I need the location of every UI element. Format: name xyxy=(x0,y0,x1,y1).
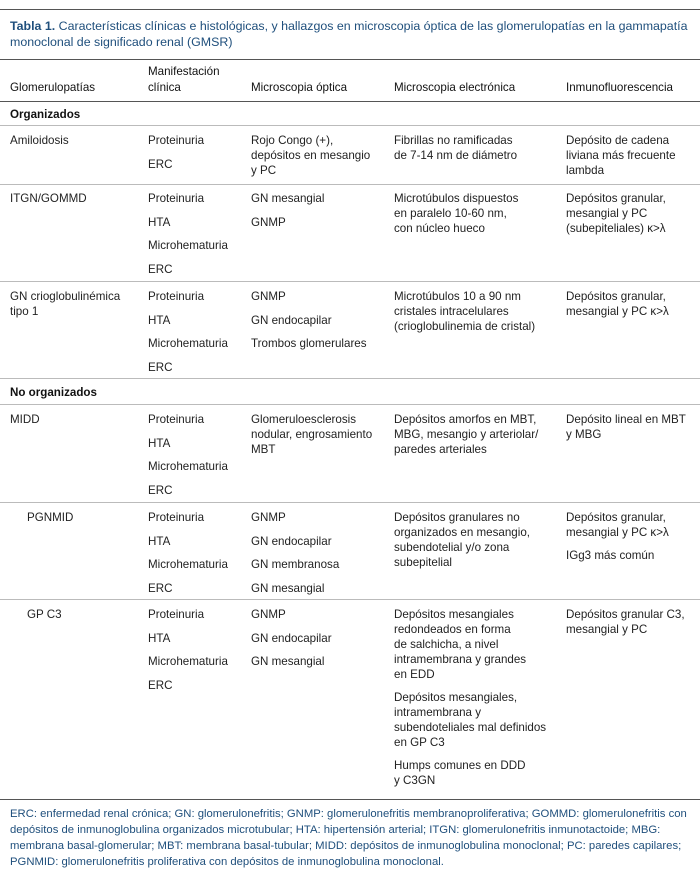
optical-item: GN endocapilar xyxy=(251,534,332,548)
immuno-line: Depósitos granular, xyxy=(566,290,666,303)
immuno-line: Depósito lineal en MBT xyxy=(566,413,686,426)
clinical-item: Microhematuria xyxy=(148,239,228,252)
row-name: Amiloidosis xyxy=(10,134,69,147)
optical-line: y PC xyxy=(251,164,277,177)
electron-line: Depósitos granulares no xyxy=(394,511,520,524)
section-organizados: Organizados xyxy=(10,108,81,121)
clinical-item: ERC xyxy=(148,262,173,276)
clinical-item: ERC xyxy=(148,581,173,595)
electron-line: Depósitos mesangiales xyxy=(394,608,514,621)
row-optical xyxy=(251,133,370,178)
header-inmuno: Inmunofluorescencia xyxy=(566,81,673,94)
immuno-line: Depósitos granular C3, xyxy=(566,608,685,621)
electron-line: subendoteliales mal definidos xyxy=(394,721,547,734)
header-electronica: Microscopia electrónica xyxy=(394,81,516,94)
clinical-item: Proteinuria xyxy=(148,511,205,524)
clinical-item: HTA xyxy=(148,436,171,450)
immuno-line: Depósitos granular, xyxy=(566,192,666,205)
row-clinical xyxy=(148,133,204,180)
section-no-organizados: No organizados xyxy=(10,386,97,399)
row-clinical xyxy=(148,289,228,383)
row-clinical xyxy=(148,191,228,285)
header-glomerulopatias: Glomerulopatías xyxy=(10,81,96,94)
clinical-item: Microhematuria xyxy=(148,337,228,350)
bottom-rule xyxy=(0,799,700,800)
optical-line: Rojo Congo (+), xyxy=(251,134,334,147)
immuno-line: mesangial y PC κ>λ xyxy=(566,526,669,539)
clinical-item: ERC xyxy=(148,483,173,497)
clinical-item: HTA xyxy=(148,313,171,327)
clinical-item: Microhematuria xyxy=(148,655,228,668)
divider xyxy=(0,125,700,126)
electron-line: en paralelo 10-60 nm, xyxy=(394,207,507,220)
immuno-line: IGg3 más común xyxy=(566,549,655,562)
clinical-item: HTA xyxy=(148,534,171,548)
electron-line: intramembrana y xyxy=(394,706,481,719)
immuno-line: mesangial y PC xyxy=(566,623,648,636)
immuno-line: (subepiteliales) κ>λ xyxy=(566,222,666,235)
optical-item: GNMP xyxy=(251,290,286,303)
clinical-item: Proteinuria xyxy=(148,608,205,621)
optical-item: Trombos glomerulares xyxy=(251,337,367,350)
row-clinical xyxy=(148,510,228,604)
electron-line: MBG, mesangio y arteriolar/ xyxy=(394,428,539,441)
name-line: GN crioglobulinémica xyxy=(10,290,121,303)
electron-line: de salchicha, a nivel xyxy=(394,638,499,651)
table-title xyxy=(10,18,690,50)
immuno-line: liviana más frecuente xyxy=(566,149,676,162)
row-electron xyxy=(394,191,518,236)
optical-item: GNMP xyxy=(251,511,286,524)
immuno-line: y MBG xyxy=(566,428,602,441)
electron-line: cristales intracelulares xyxy=(394,305,509,318)
header-manifestacion-1: Manifestación xyxy=(148,65,220,78)
clinical-item: ERC xyxy=(148,157,173,171)
row-optical xyxy=(251,510,339,604)
clinical-item: HTA xyxy=(148,215,171,229)
optical-line: nodular, engrosamiento xyxy=(251,428,373,441)
divider xyxy=(0,404,700,405)
optical-item: GN mesangial xyxy=(251,192,325,205)
row-immuno xyxy=(566,289,669,319)
row-name: GP C3 xyxy=(27,608,62,621)
electron-line: redondeados en forma xyxy=(394,623,511,636)
immuno-line: Depósitos granular, xyxy=(566,511,666,524)
optical-line: MBT xyxy=(251,443,276,456)
row-immuno xyxy=(566,133,676,178)
divider xyxy=(0,378,700,379)
electron-line: paredes arteriales xyxy=(394,443,487,456)
electron-line: Fibrillas no ramificadas xyxy=(394,134,513,147)
divider xyxy=(0,599,700,600)
immuno-line: mesangial y PC κ>λ xyxy=(566,305,669,318)
row-electron xyxy=(394,133,517,163)
electron-line: Depósitos amorfos en MBT, xyxy=(394,413,537,426)
electron-line: en GP C3 xyxy=(394,736,445,749)
table-caption: Características clínicas e histológicas, y hallazgos en microscopia óptica de las glomerulopatías en la gammapatía monoclonal de significado renal (GMSR) xyxy=(10,19,688,49)
divider xyxy=(0,184,700,185)
clinical-item: Proteinuria xyxy=(148,192,205,205)
electron-line: en EDD xyxy=(394,668,435,681)
electron-line: (crioglobulinemia de cristal) xyxy=(394,320,536,333)
clinical-item: Proteinuria xyxy=(148,134,205,147)
row-optical xyxy=(251,607,332,678)
electron-line: de 7-14 nm de diámetro xyxy=(394,149,518,162)
table-label: Tabla 1. xyxy=(10,19,56,33)
row-optical xyxy=(251,289,367,360)
optical-item: GN endocapilar xyxy=(251,631,332,645)
electron-line: Microtúbulos dispuestos xyxy=(394,192,519,205)
electron-line: subepitelial xyxy=(394,556,453,569)
optical-line: Glomeruloesclerosis xyxy=(251,413,357,426)
electron-line: Microtúbulos 10 a 90 nm xyxy=(394,290,521,303)
row-optical xyxy=(251,412,372,457)
row-name: PGNMID xyxy=(27,511,74,524)
divider xyxy=(0,502,700,503)
divider xyxy=(0,281,700,282)
electron-line: con núcleo hueco xyxy=(394,222,485,235)
clinical-item: ERC xyxy=(148,678,173,692)
optical-item: GN mesangial xyxy=(251,581,325,595)
clinical-item: Proteinuria xyxy=(148,290,205,303)
row-name: ITGN/GOMMD xyxy=(10,192,87,205)
header-top-rule xyxy=(0,59,700,60)
optical-line: depósitos en mesangio xyxy=(251,149,371,162)
optical-item: GNMP xyxy=(251,608,286,621)
row-clinical xyxy=(148,607,228,701)
header-bottom-rule xyxy=(0,101,700,102)
electron-line: Depósitos mesangiales, xyxy=(394,691,518,704)
immuno-line: Depósito de cadena xyxy=(566,134,670,147)
header-manifestacion-2: clínica xyxy=(148,81,181,94)
electron-line: intramembrana y grandes xyxy=(394,653,527,666)
optical-item: GN mesangial xyxy=(251,655,325,668)
clinical-item: ERC xyxy=(148,360,173,374)
clinical-item: Proteinuria xyxy=(148,413,205,426)
row-name xyxy=(10,289,120,319)
clinical-item: Microhematuria xyxy=(148,460,228,473)
immuno-line: mesangial y PC xyxy=(566,207,648,220)
row-name: MIDD xyxy=(10,413,40,426)
row-immuno xyxy=(566,191,666,236)
row-electron xyxy=(394,607,546,788)
electron-line: subendotelial y/o zona xyxy=(394,541,510,554)
row-electron xyxy=(394,412,538,457)
row-electron xyxy=(394,510,530,570)
row-clinical xyxy=(148,412,228,506)
electron-line: Humps comunes en DDD xyxy=(394,759,526,772)
name-line: tipo 1 xyxy=(10,305,39,318)
header-optica: Microscopia óptica xyxy=(251,81,348,94)
row-immuno xyxy=(566,607,685,637)
immuno-line: lambda xyxy=(566,164,605,177)
row-optical xyxy=(251,191,324,238)
row-immuno xyxy=(566,510,669,563)
row-immuno xyxy=(566,412,686,442)
row-electron xyxy=(394,289,535,334)
optical-item: GNMP xyxy=(251,215,286,229)
optical-item: GN endocapilar xyxy=(251,313,332,327)
electron-line: organizados en mesangio, xyxy=(394,526,530,539)
clinical-item: HTA xyxy=(148,631,171,645)
electron-line: y C3GN xyxy=(394,774,436,787)
clinical-item: Microhematuria xyxy=(148,558,228,571)
optical-item: GN membranosa xyxy=(251,558,340,571)
top-rule xyxy=(0,9,700,10)
footnote: ERC: enfermedad renal crónica; GN: glomerulonefritis; GNMP: glomerulonefritis membranoproliferativa; GOMMD: glomerulonefritis con depósitos de inmunoglobulina organizados microtubular; HTA: hipertensión arterial; ITGN: glomerulonefritis inmunotactoide; MBG: membrana basal-glomerular; MBT: membrana basal-tubular; MIDD: depósitos de inmunoglobulina monoclonal; PC: paredes capilares; PGNMID: glomerulonefritis proliferativa con depósitos de inmunoglobulina monoclonal. xyxy=(10,808,687,868)
